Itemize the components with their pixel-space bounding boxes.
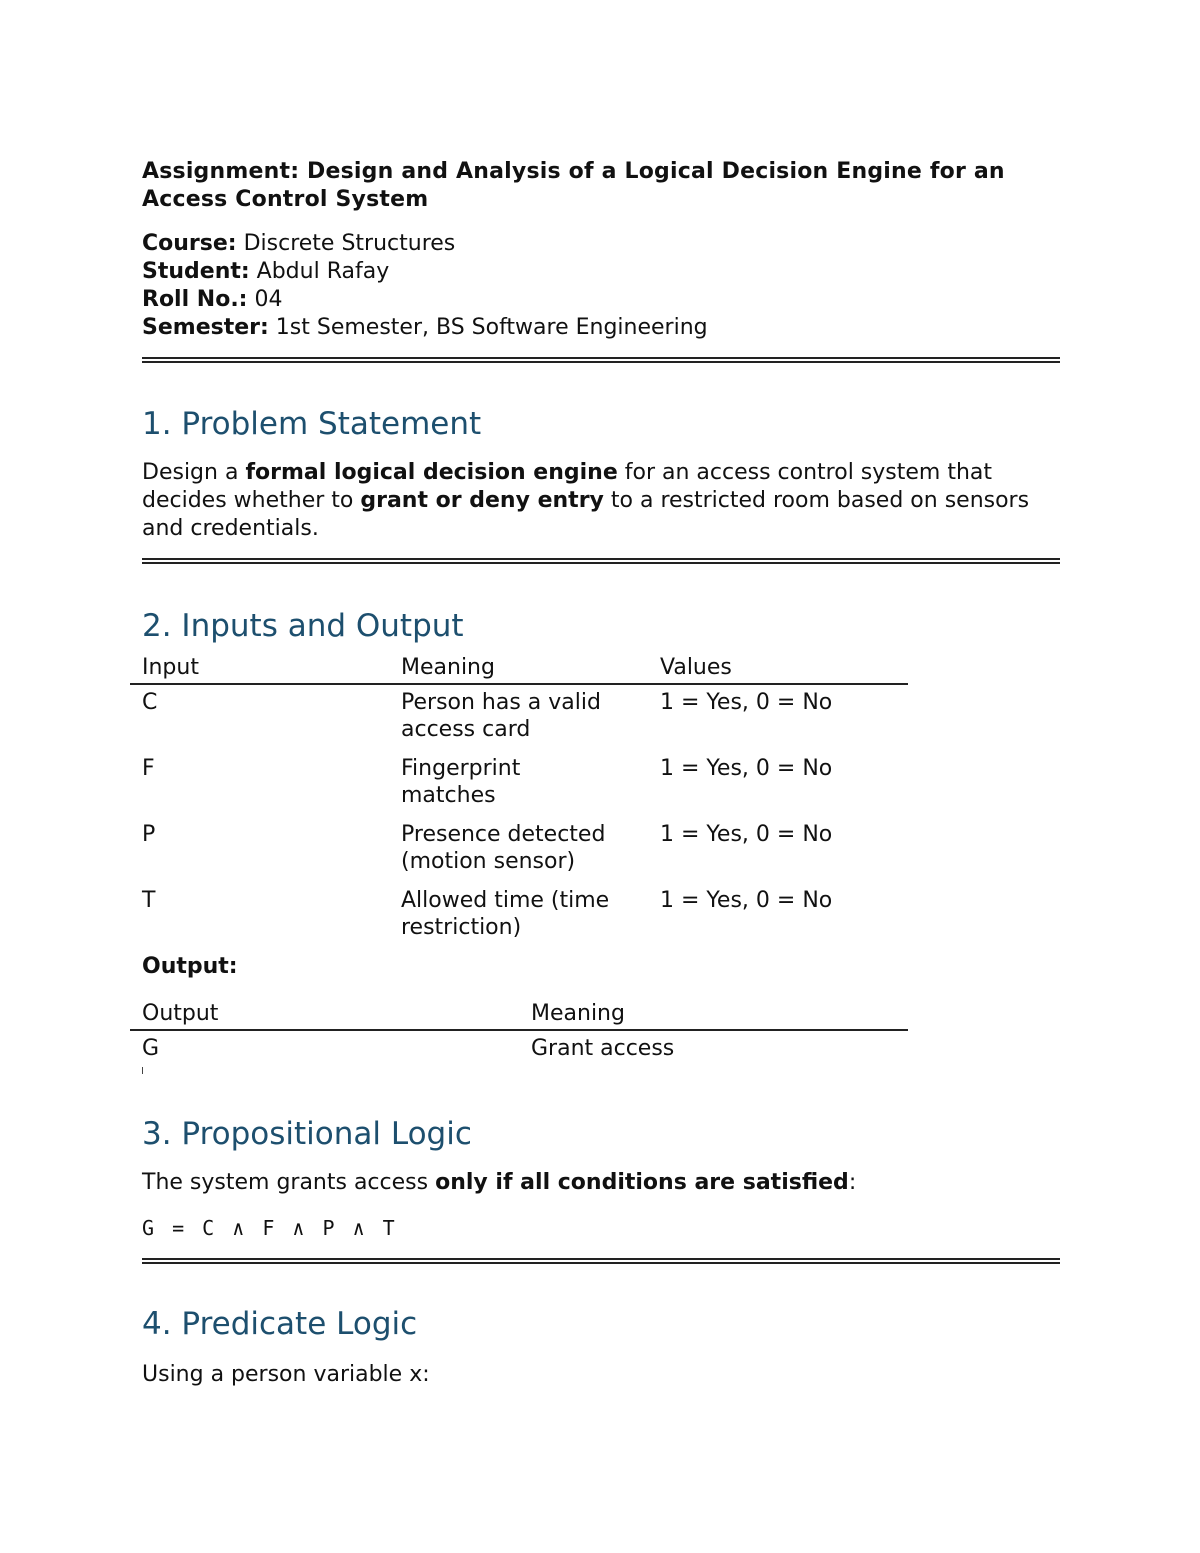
input-cell: F <box>142 756 155 781</box>
table-row <box>130 817 908 883</box>
course-line: Course: Discrete Structures <box>142 231 456 256</box>
output-cell: G <box>142 1036 160 1061</box>
table-header-row <box>130 654 908 684</box>
column-header-output: Output <box>130 1000 519 1030</box>
meaning-cell: Person has a valid access card <box>401 690 601 742</box>
document-title: Assignment: Design and Analysis of a Logical Decision Engine for an Access Control System <box>142 159 1005 212</box>
propositional-text: The system grants access only if all conditions are satisfied: <box>142 1170 857 1195</box>
section-heading-predicate: 4. Predicate Logic <box>142 1306 418 1342</box>
inputs-table <box>130 654 908 949</box>
semester-line: Semester: 1st Semester, BS Software Engineering <box>142 315 708 340</box>
table-header-row <box>130 1000 908 1030</box>
column-header-meaning: Meaning <box>519 1000 908 1030</box>
values-cell: 1 = Yes, 0 = No <box>660 690 833 715</box>
table-row <box>130 883 908 949</box>
values-cell: 1 = Yes, 0 = No <box>660 888 833 913</box>
meaning-cell: Grant access <box>531 1036 675 1061</box>
roll-line: Roll No.: 04 <box>142 287 283 312</box>
values-cell: 1 = Yes, 0 = No <box>660 822 833 847</box>
table-row <box>130 751 908 817</box>
input-cell: P <box>142 822 156 847</box>
student-line: Student: Abdul Rafay <box>142 259 390 284</box>
output-label: Output: <box>142 954 238 979</box>
meaning-cell: Presence detected (motion sensor) <box>401 822 606 874</box>
table-break-mark <box>142 1067 143 1074</box>
section-heading-propositional: 3. Propositional Logic <box>142 1116 472 1152</box>
predicate-text: Using a person variable x: <box>142 1362 430 1387</box>
section-divider <box>142 1258 1060 1264</box>
column-header-values: Values <box>648 654 908 684</box>
section-heading-inputs: 2. Inputs and Output <box>142 608 464 644</box>
output-table <box>130 1000 908 1070</box>
column-header-input: Input <box>130 654 389 684</box>
section-divider <box>142 558 1060 564</box>
student-info <box>142 230 708 342</box>
logic-formula: G = C ∧ F ∧ P ∧ T <box>142 1216 398 1240</box>
input-cell: C <box>142 690 158 715</box>
section-heading-problem: 1. Problem Statement <box>142 406 482 442</box>
problem-statement-text: Design a formal logical decision engine for an access control system that decides whether to grant or deny entry to a restricted room based on sensors and credentials. <box>142 460 1030 541</box>
column-header-meaning: Meaning <box>389 654 648 684</box>
section-divider <box>142 357 1060 363</box>
values-cell: 1 = Yes, 0 = No <box>660 756 833 781</box>
table-row <box>130 684 908 751</box>
meaning-cell: Allowed time (time restriction) <box>401 888 610 940</box>
table-row <box>130 1030 908 1070</box>
meaning-cell: Fingerprint matches <box>401 756 521 808</box>
input-cell: T <box>142 888 156 913</box>
